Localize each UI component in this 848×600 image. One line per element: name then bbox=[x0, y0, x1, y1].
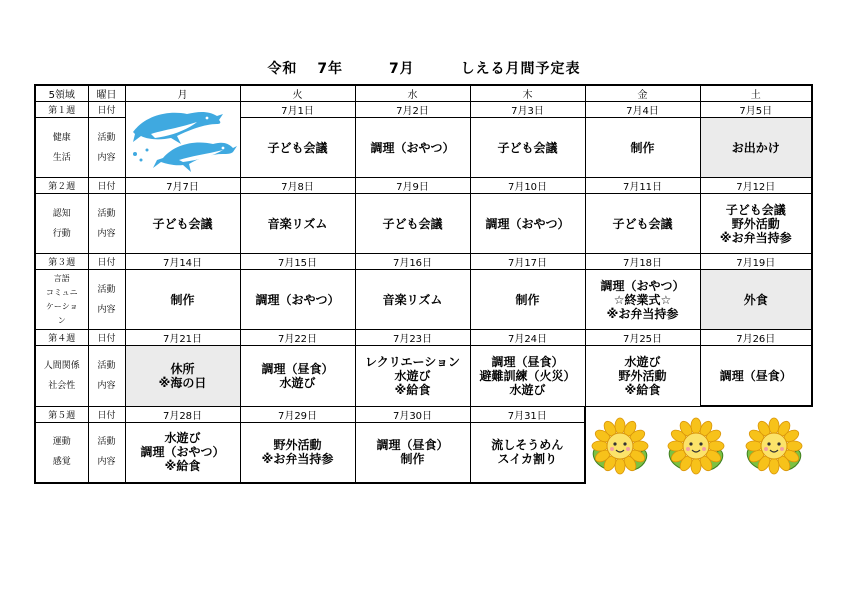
date-cell: 7月22日 bbox=[240, 330, 355, 346]
dolphins-icon bbox=[127, 102, 239, 174]
activity-cell: 子ども会議 野外活動 ※お弁当持参 bbox=[700, 194, 812, 254]
title-name: しえる月間予定表 bbox=[460, 61, 581, 77]
date-cell: 7月12日 bbox=[700, 178, 812, 194]
date-label: 日付 bbox=[88, 254, 125, 270]
area-cell: 認知 行動 bbox=[35, 194, 88, 254]
date-label: 日付 bbox=[88, 330, 125, 346]
date-label: 日付 bbox=[88, 178, 125, 194]
activity-cell: レクリエーション 水遊び ※給食 bbox=[355, 346, 470, 407]
header-thu: 木 bbox=[470, 85, 585, 102]
date-cell: 7月10日 bbox=[470, 178, 585, 194]
area-cell: 言語 コミュニ ケーショ ン bbox=[35, 270, 88, 330]
date-cell: 7月7日 bbox=[125, 178, 240, 194]
date-cell: 7月17日 bbox=[470, 254, 585, 270]
date-cell: 7月18日 bbox=[585, 254, 700, 270]
week-label: 第４週 bbox=[35, 330, 88, 346]
activity-cell: 音楽リズム bbox=[240, 194, 355, 254]
activity-cell: 子ども会議 bbox=[355, 194, 470, 254]
activity-cell: 調理（おやつ） ☆終業式☆ ※お弁当持参 bbox=[585, 270, 700, 330]
header-sat: 土 bbox=[700, 85, 812, 102]
week-label: 第１週 bbox=[35, 102, 88, 118]
activity-cell: 調理（昼食） 水遊び bbox=[240, 346, 355, 407]
week-label: 第３週 bbox=[35, 254, 88, 270]
header-row bbox=[35, 85, 812, 102]
sunflowers-icon bbox=[584, 412, 812, 478]
date-cell: 7月21日 bbox=[125, 330, 240, 346]
date-cell: 7月24日 bbox=[470, 330, 585, 346]
date-cell: 7月11日 bbox=[585, 178, 700, 194]
header-fri: 金 bbox=[585, 85, 700, 102]
activity-label: 活動 内容 bbox=[88, 118, 125, 178]
activity-cell: 流しそうめん スイカ割り bbox=[470, 422, 585, 483]
area-cell: 健康 生活 bbox=[35, 118, 88, 178]
date-cell: 7月8日 bbox=[240, 178, 355, 194]
week-2-activity-row bbox=[35, 194, 812, 254]
activity-cell: 調理（おやつ） bbox=[355, 118, 470, 178]
date-cell: 7月9日 bbox=[355, 178, 470, 194]
week-4-date-row bbox=[35, 330, 812, 346]
activity-cell: 水遊び 野外活動 ※給食 bbox=[585, 346, 700, 407]
activity-cell: 調理（おやつ） bbox=[240, 270, 355, 330]
title-year: 7年 bbox=[317, 61, 344, 77]
date-cell: 7月2日 bbox=[355, 102, 470, 118]
activity-cell: 調理（おやつ） bbox=[470, 194, 585, 254]
activity-cell: 制作 bbox=[125, 270, 240, 330]
week-3-date-row bbox=[35, 254, 812, 270]
date-cell: 7月3日 bbox=[470, 102, 585, 118]
activity-cell: 子ども会議 bbox=[585, 194, 700, 254]
date-cell: 7月5日 bbox=[700, 102, 812, 118]
date-cell: 7月19日 bbox=[700, 254, 812, 270]
activity-cell: 子ども会議 bbox=[470, 118, 585, 178]
area-cell: 運動 感覚 bbox=[35, 422, 88, 483]
date-label: 日付 bbox=[88, 102, 125, 118]
date-cell: 7月28日 bbox=[125, 406, 240, 422]
title-era: 令和 bbox=[267, 61, 298, 77]
activity-cell: 野外活動 ※お弁当持参 bbox=[240, 422, 355, 483]
activity-cell: 子ども会議 bbox=[240, 118, 355, 178]
week-4-activity-row bbox=[35, 346, 812, 407]
date-cell: 7月31日 bbox=[470, 406, 585, 422]
activity-label: 活動 内容 bbox=[88, 346, 125, 407]
header-dow: 曜日 bbox=[88, 85, 125, 102]
activity-cell: 調理（昼食） bbox=[700, 346, 812, 407]
activity-label: 活動 内容 bbox=[88, 194, 125, 254]
activity-cell: 外食 bbox=[700, 270, 812, 330]
date-cell: 7月15日 bbox=[240, 254, 355, 270]
activity-cell: 子ども会議 bbox=[125, 194, 240, 254]
dolphin-cell bbox=[125, 102, 240, 178]
date-label: 日付 bbox=[88, 406, 125, 422]
date-cell: 7月14日 bbox=[125, 254, 240, 270]
date-cell: 7月30日 bbox=[355, 406, 470, 422]
area-cell: 人間関係 社会性 bbox=[35, 346, 88, 407]
activity-cell: 休所 ※海の日 bbox=[125, 346, 240, 407]
date-cell: 7月25日 bbox=[585, 330, 700, 346]
activity-cell: 制作 bbox=[470, 270, 585, 330]
activity-cell: 調理（昼食） 避難訓練（火災） 水遊び bbox=[470, 346, 585, 407]
date-cell: 7月23日 bbox=[355, 330, 470, 346]
date-cell: 7月29日 bbox=[240, 406, 355, 422]
week-3-activity-row bbox=[35, 270, 812, 330]
header-mon: 月 bbox=[125, 85, 240, 102]
week-label: 第５週 bbox=[35, 406, 88, 422]
week-1-date-row bbox=[35, 102, 812, 118]
activity-label: 活動 内容 bbox=[88, 270, 125, 330]
week-label: 第２週 bbox=[35, 178, 88, 194]
page-title bbox=[0, 58, 848, 78]
header-tue: 火 bbox=[240, 85, 355, 102]
date-cell: 7月16日 bbox=[355, 254, 470, 270]
header-wed: 水 bbox=[355, 85, 470, 102]
date-cell: 7月4日 bbox=[585, 102, 700, 118]
activity-cell: 調理（昼食） 制作 bbox=[355, 422, 470, 483]
date-cell: 7月1日 bbox=[240, 102, 355, 118]
title-month: 7月 bbox=[388, 61, 415, 77]
activity-cell: お出かけ bbox=[700, 118, 812, 178]
activity-label: 活動 内容 bbox=[88, 422, 125, 483]
date-cell: 7月26日 bbox=[700, 330, 812, 346]
activity-cell: 音楽リズム bbox=[355, 270, 470, 330]
week-2-date-row bbox=[35, 178, 812, 194]
header-area: 5領域 bbox=[35, 85, 88, 102]
activity-cell: 制作 bbox=[585, 118, 700, 178]
activity-cell: 水遊び 調理（おやつ） ※給食 bbox=[125, 422, 240, 483]
